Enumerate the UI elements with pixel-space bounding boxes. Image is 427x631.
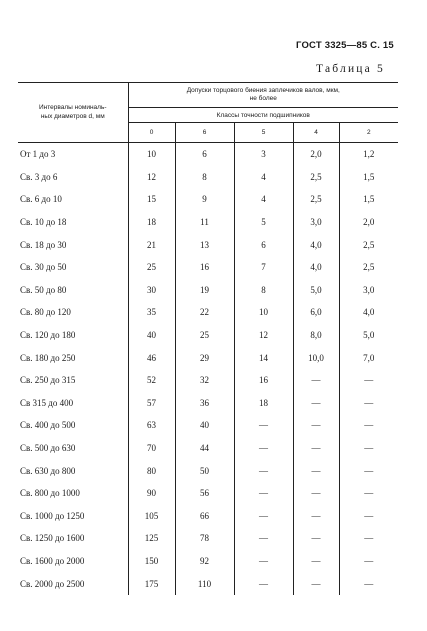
tolerance-cell-class-5: 10 (234, 301, 293, 324)
tolerance-cell-class-5: — (234, 550, 293, 573)
tolerance-cell-class-0: 10 (128, 143, 175, 166)
diameter-range-cell: Св. 1250 до 1600 (20, 533, 85, 544)
table-row (18, 482, 398, 505)
tolerance-cell-class-5: — (234, 414, 293, 437)
diameter-range-cell: Св. 3 до 6 (20, 171, 58, 182)
tolerance-cell-class-2: 1,2 (339, 143, 398, 166)
tolerance-cell-class-6: 8 (175, 166, 234, 189)
diameter-range-cell: Св. 80 до 120 (20, 307, 71, 318)
tolerance-cell-class-5: 16 (234, 369, 293, 392)
tolerance-cell-class-2: — (339, 392, 398, 415)
tolerance-cell-class-6: 29 (175, 346, 234, 369)
tolerance-cell-class-5: — (234, 572, 293, 595)
diameter-range-cell: Св. 18 до 30 (20, 239, 67, 250)
diameter-range-cell: Св. 800 до 1000 (20, 488, 80, 499)
tolerance-cell-class-0: 46 (128, 346, 175, 369)
tolerance-cell-class-4: 10,0 (293, 346, 339, 369)
runout-tolerance-header (128, 83, 398, 108)
diameter-range-cell: Св. 630 до 800 (20, 465, 76, 476)
tolerance-cell-class-0: 21 (128, 233, 175, 256)
tolerance-cell-class-6: 56 (175, 482, 234, 505)
tolerance-cell-class-4: — (293, 369, 339, 392)
tolerance-cell-class-4: 4,0 (293, 233, 339, 256)
tolerance-cell-class-2: 2,5 (339, 256, 398, 279)
tolerance-cell-class-0: 40 (128, 324, 175, 347)
table-row (18, 459, 398, 482)
tolerance-cell-class-6: 110 (175, 572, 234, 595)
class-header-0: 0 (128, 123, 175, 143)
table-row (18, 143, 398, 166)
tolerance-cell-class-4: — (293, 392, 339, 415)
tolerance-cell-class-4: 5,0 (293, 279, 339, 302)
tolerance-cell-class-6: 16 (175, 256, 234, 279)
tolerance-cell-class-0: 90 (128, 482, 175, 505)
tolerance-cell-class-6: 9 (175, 188, 234, 211)
tolerance-cell-class-0: 25 (128, 256, 175, 279)
diameter-range-cell: Св. 250 до 315 (20, 375, 76, 386)
tolerance-cell-class-5: — (234, 437, 293, 460)
tolerance-cell-class-6: 11 (175, 211, 234, 234)
tolerance-cell-class-6: 50 (175, 459, 234, 482)
table-row (18, 188, 398, 211)
table-row (18, 437, 398, 460)
tolerance-cell-class-4: — (293, 482, 339, 505)
tolerance-cell-class-2: — (339, 459, 398, 482)
tolerance-cell-class-0: 30 (128, 279, 175, 302)
tolerance-cell-class-2: 4,0 (339, 301, 398, 324)
tolerance-cell-class-2: — (339, 414, 398, 437)
tolerance-cell-class-4: — (293, 550, 339, 573)
tolerance-cell-class-4: — (293, 527, 339, 550)
tolerance-cell-class-0: 15 (128, 188, 175, 211)
tolerance-cell-class-2: — (339, 505, 398, 528)
table-row (18, 301, 398, 324)
table-row (18, 392, 398, 415)
tolerance-cell-class-2: — (339, 527, 398, 550)
table-row (18, 211, 398, 234)
tolerance-cell-class-5: 7 (234, 256, 293, 279)
tolerance-cell-class-4: 6,0 (293, 301, 339, 324)
tolerance-cell-class-2: — (339, 550, 398, 573)
diameter-range-cell: Св. 180 до 250 (20, 352, 76, 363)
tolerance-cell-class-4: — (293, 414, 339, 437)
table-row (18, 166, 398, 189)
tolerance-cell-class-2: 2,5 (339, 233, 398, 256)
tolerance-cell-class-5: 5 (234, 211, 293, 234)
tolerance-cell-class-0: 35 (128, 301, 175, 324)
diameter-range-cell: Св. 500 до 630 (20, 443, 76, 454)
tolerance-cell-class-2: 3,0 (339, 279, 398, 302)
tolerance-cell-class-5: — (234, 505, 293, 528)
table-row (18, 346, 398, 369)
tolerance-cell-class-4: — (293, 459, 339, 482)
tolerance-cell-class-4: — (293, 572, 339, 595)
tolerance-cell-class-5: — (234, 527, 293, 550)
tolerance-cell-class-2: 2,0 (339, 211, 398, 234)
tolerance-cell-class-6: 19 (175, 279, 234, 302)
diameter-range-cell: От 1 до 3 (20, 149, 56, 160)
tolerance-cell-class-0: 80 (128, 459, 175, 482)
tolerance-cell-class-2: — (339, 369, 398, 392)
diameter-range-cell: Св. 1600 до 2000 (20, 555, 85, 566)
tolerance-cell-class-0: 18 (128, 211, 175, 234)
tolerance-cell-class-4: 2,0 (293, 143, 339, 166)
runout-tolerance-header-text: Допуски торцового биения заплечиков валов, мкм, не более (186, 87, 340, 102)
tolerance-cell-class-6: 36 (175, 392, 234, 415)
tolerance-cell-class-5: — (234, 482, 293, 505)
tolerance-cell-class-2: 1,5 (339, 188, 398, 211)
tolerance-cell-class-2: 7,0 (339, 346, 398, 369)
diameter-range-cell: Св. 400 до 500 (20, 420, 76, 431)
tolerance-cell-class-5: 4 (234, 166, 293, 189)
accuracy-class-header: Классы точности подшипников (128, 108, 398, 123)
tolerance-cell-class-6: 32 (175, 369, 234, 392)
tolerance-cell-class-0: 105 (128, 505, 175, 528)
tolerance-cell-class-5: 6 (234, 233, 293, 256)
tolerance-cell-class-2: 5,0 (339, 324, 398, 347)
table-body (18, 143, 398, 595)
tolerance-cell-class-6: 78 (175, 527, 234, 550)
table-caption: Таблица 5 (316, 63, 385, 75)
diameter-range-cell: Св. 1000 до 1250 (20, 510, 85, 521)
tolerance-cell-class-6: 13 (175, 233, 234, 256)
tolerance-cell-class-4: 2,5 (293, 166, 339, 189)
tolerance-cell-class-4: 3,0 (293, 211, 339, 234)
table-row (18, 324, 398, 347)
tolerance-cell-class-4: — (293, 505, 339, 528)
tolerance-cell-class-6: 22 (175, 301, 234, 324)
table-row (18, 414, 398, 437)
class-header-4: 4 (293, 123, 339, 143)
tolerance-cell-class-5: 14 (234, 346, 293, 369)
tolerance-cell-class-4: 2,5 (293, 188, 339, 211)
tolerance-cell-class-0: 175 (128, 572, 175, 595)
class-header-2: 2 (339, 123, 398, 143)
table-row (18, 505, 398, 528)
tolerance-cell-class-0: 12 (128, 166, 175, 189)
table-row (18, 369, 398, 392)
table-row (18, 279, 398, 302)
tolerance-cell-class-4: 8,0 (293, 324, 339, 347)
tolerance-cell-class-0: 150 (128, 550, 175, 573)
diameter-interval-header (18, 83, 128, 143)
tolerance-cell-class-5: 3 (234, 143, 293, 166)
table-row (18, 572, 398, 595)
diameter-range-cell: Св. 120 до 180 (20, 330, 76, 341)
document-header: ГОСТ 3325—85 С. 15 (296, 40, 394, 51)
table-row (18, 233, 398, 256)
tolerance-table (18, 82, 398, 595)
tolerance-cell-class-5: 18 (234, 392, 293, 415)
tolerance-cell-class-5: 8 (234, 279, 293, 302)
tolerance-cell-class-0: 125 (128, 527, 175, 550)
table-row (18, 550, 398, 573)
tolerance-cell-class-6: 66 (175, 505, 234, 528)
table-row (18, 527, 398, 550)
tolerance-cell-class-6: 92 (175, 550, 234, 573)
tolerance-cell-class-6: 25 (175, 324, 234, 347)
diameter-interval-header-text: Интервалы номиналь- ных диаметров d, мм (38, 104, 107, 120)
diameter-range-cell: Св 315 до 400 (20, 397, 74, 408)
tolerance-cell-class-6: 40 (175, 414, 234, 437)
diameter-range-cell: Св. 30 до 50 (20, 262, 67, 273)
tolerance-cell-class-6: 6 (175, 143, 234, 166)
tolerance-cell-class-0: 63 (128, 414, 175, 437)
tolerance-cell-class-5: 4 (234, 188, 293, 211)
class-header-6: 6 (175, 123, 234, 143)
tolerance-cell-class-0: 52 (128, 369, 175, 392)
diameter-range-cell: Св. 2000 до 2500 (20, 578, 85, 589)
tolerance-cell-class-5: 12 (234, 324, 293, 347)
tolerance-cell-class-0: 70 (128, 437, 175, 460)
tolerance-cell-class-6: 44 (175, 437, 234, 460)
tolerance-cell-class-0: 57 (128, 392, 175, 415)
table-row (18, 256, 398, 279)
tolerance-cell-class-2: 1,5 (339, 166, 398, 189)
class-header-5: 5 (234, 123, 293, 143)
diameter-range-cell: Св. 6 до 10 (20, 194, 62, 205)
tolerance-cell-class-2: — (339, 482, 398, 505)
tolerance-cell-class-2: — (339, 572, 398, 595)
diameter-range-cell: Св. 10 до 18 (20, 217, 67, 228)
tolerance-cell-class-2: — (339, 437, 398, 460)
tolerance-cell-class-5: — (234, 459, 293, 482)
diameter-range-cell: Св. 50 до 80 (20, 284, 67, 295)
tolerance-cell-class-4: 4,0 (293, 256, 339, 279)
tolerance-cell-class-4: — (293, 437, 339, 460)
